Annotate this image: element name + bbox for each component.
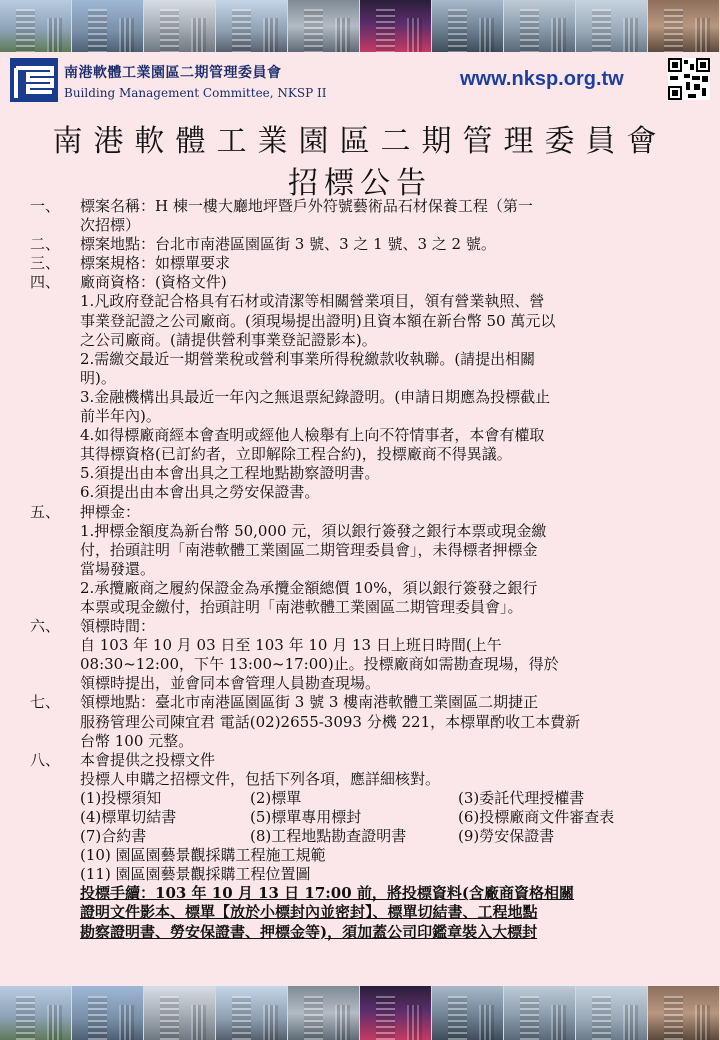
- section-line: 1.凡政府登記合格具有石材或清潔等相關營業項目，領有營業執照、營: [80, 292, 545, 311]
- section-3: [0, 254, 720, 273]
- document-list: [80, 789, 710, 846]
- qr-code-icon: [668, 58, 710, 100]
- building-photo: [432, 0, 504, 52]
- section-line: 本票或現金繳付，抬頭註明「南港軟體工業園區二期管理委員會」。: [80, 597, 523, 616]
- nksp-logo-icon: [10, 58, 58, 102]
- section-line: 明)。: [80, 368, 116, 387]
- section-number: 三、: [30, 254, 61, 273]
- section-intro: 投標人申購之招標文件，包括下列各項，應詳細核對。: [80, 769, 441, 788]
- website-link[interactable]: www.nksp.org.tw: [460, 68, 624, 90]
- section-line: 自 103 年 10 月 03 日至 103 年 10 月 13 日上班日時間(上午: [80, 636, 502, 655]
- section-line: 領標地點：臺北市南港區園區街 3 號 3 樓南港軟體工業園區二期捷正: [80, 693, 539, 712]
- bottom-photo-banner: [0, 986, 720, 1040]
- letterhead: [0, 54, 720, 108]
- section-4: [0, 273, 720, 502]
- building-photo: [288, 986, 360, 1040]
- list-item: (1)投標須知: [80, 788, 162, 807]
- building-photo: [216, 0, 288, 52]
- building-photo: [0, 986, 72, 1040]
- section-line: 5.須提出由本會出具之工程地點勘察證明書。: [80, 464, 380, 483]
- sections-list: [0, 197, 720, 751]
- building-photo: [576, 0, 648, 52]
- top-photo-banner: [0, 0, 720, 52]
- section-line: 2.需繳交最近一期營業稅或營利事業所得稅繳款收執聯。(請提出相關: [80, 349, 536, 368]
- procedure-line: 投標手續：103 年 10 月 13 日 17:00 前，將投標資料(含廠商資格相關: [80, 884, 574, 903]
- section-line: 台幣 100 元整。: [80, 731, 194, 750]
- list-item: (8)工程地點勘查證明書: [250, 827, 407, 846]
- section-line: 領標時提出，並會同本會管理人員勘查現場。: [80, 674, 381, 693]
- section-number: 六、: [30, 617, 61, 636]
- section-line: 4.如得標廠商經本會查明或經他人檢舉有上向不符情事者，本會有權取: [80, 426, 545, 445]
- building-photo: [144, 0, 216, 52]
- section-line: 2.承攬廠商之履約保證金為承攬金額總價 10%，須以銀行簽發之銀行: [80, 578, 538, 597]
- procedure-line: 勘察證明書、勞安保證書、押標金等)，須加蓋公司印鑑章裝入大標封: [80, 922, 538, 941]
- section-line: 之公司廠商。(請提供營利事業登記證影本)。: [80, 330, 377, 349]
- list-item: (3)委託代理授權書: [458, 788, 585, 807]
- section-7: [0, 693, 720, 750]
- section-number: 一、: [30, 197, 61, 215]
- section-line: 標案名稱：H 棟一樓大廳地坪暨戶外符號藝術品石材保養工程（第一: [80, 197, 533, 215]
- procedure-line: 證明文件影本、標單【放於小標封內並密封】、標單切結書、工程地點: [80, 903, 538, 922]
- org-name-english: Building Management Committee, NKSP II: [64, 86, 327, 100]
- section-line: 標案規格：如標單要求: [80, 254, 231, 273]
- section-line: 其得標資格(已訂約者，立即解除工程合約)，投標廠商不得異議。: [80, 445, 512, 464]
- org-name-chinese: 南港軟體工業園區二期管理委員會: [64, 65, 282, 81]
- building-photo: [504, 986, 576, 1040]
- building-photo: [432, 986, 504, 1040]
- building-photo: [288, 0, 360, 52]
- section-6: [0, 617, 720, 693]
- list-item: (11) 園區園藝景觀採購工程位置圖: [80, 865, 311, 884]
- section-8: [0, 751, 720, 942]
- section-line: 服務管理公司陳宜君 電話(02)2655-3093 分機 221，本標單酌收工本費新: [80, 712, 581, 731]
- section-number: 二、: [30, 235, 61, 254]
- section-5: [0, 503, 720, 618]
- section-line: 08:30~12:00，下午 13:00~17:00)止。投標廠商如需勘查現場，得於: [80, 655, 559, 674]
- section-line: 當場發還。: [80, 559, 156, 578]
- building-photo: [0, 0, 72, 52]
- section-2: [0, 235, 720, 254]
- section-line: 次招標）: [80, 216, 141, 235]
- list-item: (7)合約書: [80, 827, 147, 846]
- building-photo: [648, 986, 720, 1040]
- section-heading: 本會提供之投標文件: [80, 750, 216, 769]
- section-number: 八、: [30, 750, 61, 769]
- page-subtitle: 招標公告: [288, 166, 432, 201]
- list-item: (4)標單切結書: [80, 808, 177, 826]
- building-photo: [360, 986, 432, 1040]
- section-line: 3.金融機構出具最近一年內之無退票紀錄證明。(申請日期應為投標截止: [80, 387, 551, 406]
- section-number: 四、: [30, 273, 61, 292]
- section-line: 1.押標金額度為新台幣 50,000 元，須以銀行簽發之銀行本票或現金繳: [80, 521, 547, 540]
- building-photo: [504, 0, 576, 52]
- building-photo: [576, 986, 648, 1040]
- section-line: 事業登記證之公司廠商。(須現場提出證明)且資本額在新台幣 50 萬元以: [80, 311, 556, 330]
- list-item: (2)標單: [250, 788, 302, 807]
- announcement-body: [0, 197, 720, 983]
- building-photo: [216, 986, 288, 1040]
- section-line: 標案地點：台北市南港區園區街 3 號、3 之 1 號、3 之 2 號。: [80, 235, 496, 254]
- list-item: (5)標單專用標封: [250, 808, 362, 826]
- building-photo: [144, 986, 216, 1040]
- list-item: (9)勞安保證書: [458, 827, 555, 846]
- section-line: 領標時間：: [80, 617, 156, 636]
- building-photo: [648, 0, 720, 52]
- section-line: 前半年內)。: [80, 407, 161, 426]
- section-line: 廠商資格：(資格文件): [80, 273, 227, 292]
- section-number: 七、: [30, 693, 61, 712]
- page-title: 南港軟體工業園區二期管理委員會: [52, 124, 668, 159]
- section-line: 付，抬頭註明「南港軟體工業園區二期管理委員會」，未得標者押標金: [80, 540, 538, 559]
- section-line: 押標金：: [80, 502, 141, 521]
- list-item: (10) 園區園藝景觀採購工程施工規範: [80, 846, 326, 865]
- list-item: (6)投標廠商文件審查表: [458, 808, 615, 826]
- section-line: 6.須提出由本會出具之勞安保證書。: [80, 483, 320, 502]
- building-photo: [360, 0, 432, 52]
- section-number: 五、: [30, 502, 61, 521]
- building-photo: [72, 986, 144, 1040]
- building-photo: [72, 0, 144, 52]
- section-1: [0, 197, 720, 235]
